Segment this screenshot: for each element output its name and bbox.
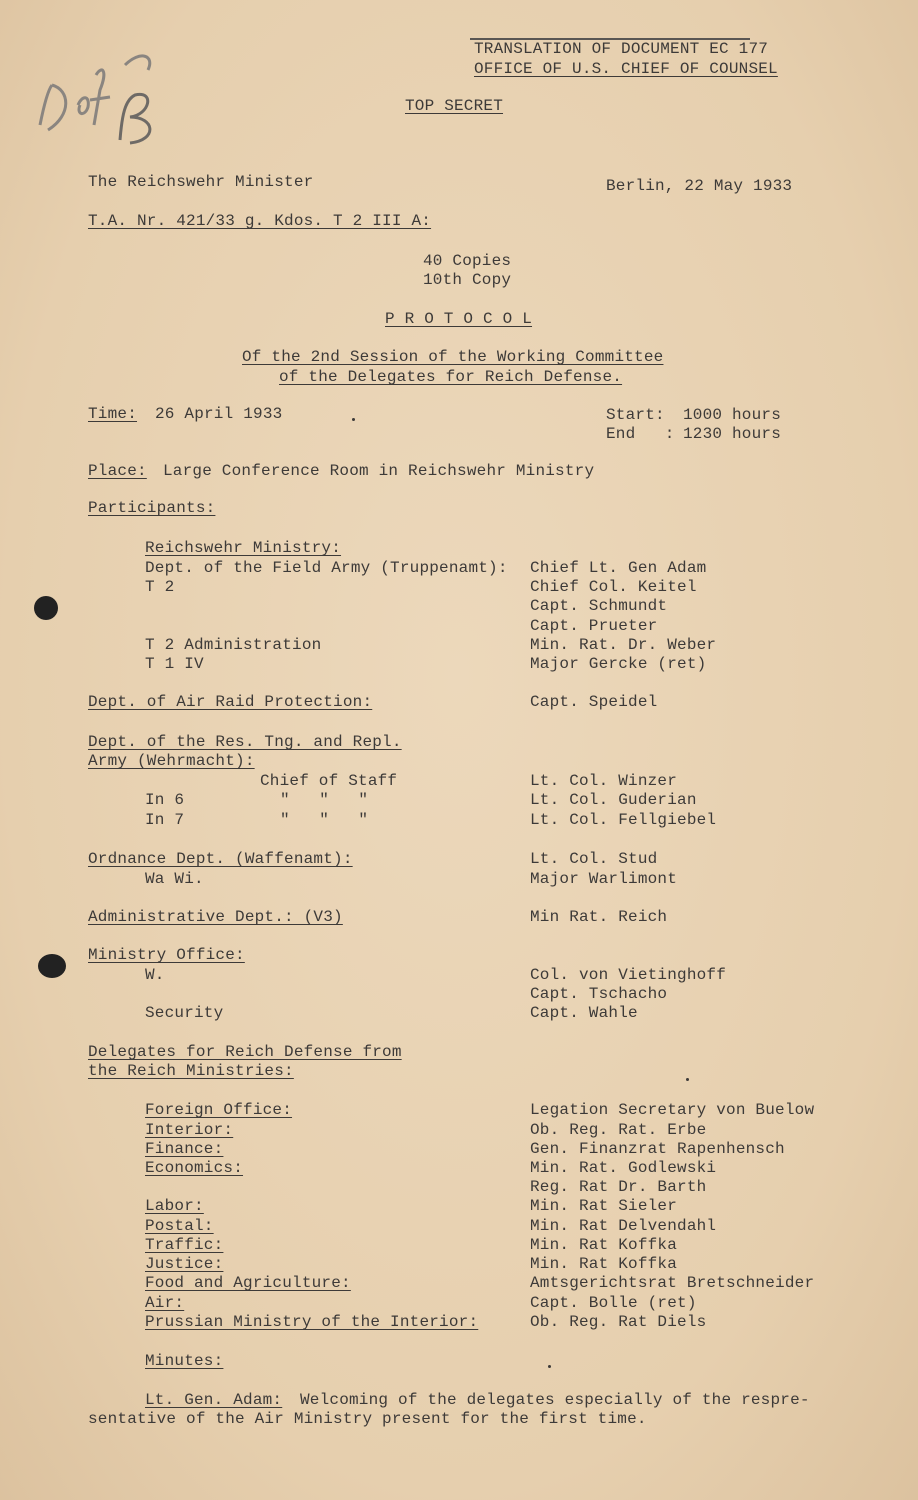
participants-label: Participants:: [88, 499, 216, 517]
t1-iv-label: T 1 IV: [145, 655, 204, 673]
delegate-ministry: Air:: [145, 1294, 185, 1312]
participant-name: Col. von Vietinghoff: [530, 966, 727, 984]
translation-line-1: TRANSLATION OF DOCUMENT EC 177: [474, 40, 769, 58]
time-label: Time:: [88, 405, 138, 423]
end-value: 1230 hours: [683, 425, 782, 443]
participant-name: Capt. Speidel: [530, 693, 658, 711]
translation-line-2: OFFICE OF U.S. CHIEF OF COUNSEL: [474, 60, 778, 78]
ditto-marks: " " ": [280, 791, 369, 809]
in6-label: In 6: [145, 791, 185, 809]
protocol-heading: P R O T O C O L: [385, 310, 533, 328]
minutes-speaker: Lt. Gen. Adam:: [145, 1391, 283, 1409]
security-label: Security: [145, 1004, 224, 1022]
reference-number: T.A. Nr. 421/33 g. Kdos. T 2 III A:: [88, 212, 432, 230]
copies-total: 40 Copies: [423, 252, 512, 270]
minutes-label: Minutes:: [145, 1352, 224, 1370]
participant-name: Capt. Tschacho: [530, 985, 668, 1003]
delegate-ministry: Traffic:: [145, 1236, 224, 1254]
ministry-sub: W.: [145, 966, 165, 984]
participant-name: Chief Col. Keitel: [530, 578, 697, 596]
place-value: Large Conference Room in Reichswehr Ministry: [163, 462, 595, 480]
reichswehr-heading: Reichswehr Ministry:: [145, 539, 342, 557]
punch-hole: [38, 954, 66, 978]
delegate-name: Ob. Reg. Rat Diels: [530, 1313, 707, 1331]
start-label: Start:: [606, 406, 665, 424]
minutes-text-2: sentative of the Air Ministry present for the first time.: [88, 1410, 647, 1428]
chief-of-staff: Chief of Staff: [260, 772, 398, 790]
participant-name: Lt. Col. Fellgiebel: [530, 811, 717, 829]
ordnance-dept: Ordnance Dept. (Waffenamt):: [88, 850, 353, 868]
participant-name: Min. Rat. Dr. Weber: [530, 636, 717, 654]
delegate-name: Reg. Rat Dr. Barth: [530, 1178, 707, 1196]
participant-name: Lt. Col. Stud: [530, 850, 658, 868]
delegate-name: Amtsgerichtsrat Bretschneider: [530, 1274, 815, 1292]
in7-label: In 7: [145, 811, 185, 829]
place-date: Berlin, 22 May 1933: [606, 177, 793, 195]
t2-label: T 2: [145, 578, 175, 596]
t2-admin-label: T 2 Administration: [145, 636, 322, 654]
punch-hole: [34, 596, 58, 620]
delegate-ministry: Labor:: [145, 1197, 204, 1215]
stray-dot: [352, 418, 355, 421]
end-label: End :: [606, 425, 675, 443]
minutes-text-1: Welcoming of the delegates especially of the respre-: [300, 1391, 810, 1409]
delegate-name: Min. Rat Delvendahl: [530, 1217, 717, 1235]
delegate-ministry: Justice:: [145, 1255, 224, 1273]
reserve-dept-1: Dept. of the Res. Tng. and Repl.: [88, 733, 402, 751]
ordnance-sub: Wa Wi.: [145, 870, 204, 888]
air-raid-dept: Dept. of Air Raid Protection:: [88, 693, 373, 711]
delegate-name: Min. Rat. Godlewski: [530, 1159, 717, 1177]
delegate-name: Min. Rat Koffka: [530, 1236, 678, 1254]
participant-name: Chief Lt. Gen Adam: [530, 559, 707, 577]
delegate-name: Ob. Reg. Rat. Erbe: [530, 1121, 707, 1139]
ministry-office: Ministry Office:: [88, 946, 245, 964]
delegate-ministry: Economics:: [145, 1159, 244, 1177]
copy-number: 10th Copy: [423, 271, 512, 289]
delegate-ministry: Postal:: [145, 1217, 214, 1235]
delegate-ministry: Foreign Office:: [145, 1101, 293, 1119]
delegate-ministry: Food and Agriculture:: [145, 1274, 351, 1292]
protocol-subtitle-2: of the Delegates for Reich Defense.: [279, 368, 623, 386]
participant-name: Capt. Wahle: [530, 1004, 638, 1022]
participant-name: Major Warlimont: [530, 870, 678, 888]
stray-dot: [548, 1365, 551, 1368]
time-value: 26 April 1933: [155, 405, 283, 423]
delegate-name: Min. Rat Koffka: [530, 1255, 678, 1273]
pencil-annotation-icon: [30, 45, 180, 155]
place-label: Place:: [88, 462, 147, 480]
delegate-name: Min. Rat Sieler: [530, 1197, 678, 1215]
delegates-heading-2: the Reich Ministries:: [88, 1062, 294, 1080]
admin-dept: Administrative Dept.: (V3): [88, 908, 343, 926]
delegate-name: Gen. Finanzrat Rapenhensch: [530, 1140, 785, 1158]
delegates-heading-1: Delegates for Reich Defense from: [88, 1043, 402, 1061]
participant-name: Major Gercke (ret): [530, 655, 707, 673]
participant-name: Lt. Col. Guderian: [530, 791, 697, 809]
protocol-subtitle-1: Of the 2nd Session of the Working Committee: [242, 348, 664, 366]
delegate-ministry: Finance:: [145, 1140, 224, 1158]
delegate-name: Legation Secretary von Buelow: [530, 1101, 815, 1119]
start-value: 1000 hours: [683, 406, 782, 424]
ditto-marks: " " ": [280, 811, 369, 829]
delegate-name: Capt. Bolle (ret): [530, 1294, 697, 1312]
delegate-ministry: Prussian Ministry of the Interior:: [145, 1313, 479, 1331]
participant-name: Lt. Col. Winzer: [530, 772, 678, 790]
reserve-dept-2: Army (Wehrmacht):: [88, 752, 255, 770]
sender: The Reichswehr Minister: [88, 173, 314, 191]
participant-name: Capt. Schmundt: [530, 597, 668, 615]
field-army-dept: Dept. of the Field Army (Truppenamt):: [145, 559, 508, 577]
participant-name: Capt. Prueter: [530, 617, 658, 635]
delegate-ministry: Interior:: [145, 1121, 234, 1139]
classification: TOP SECRET: [405, 97, 504, 115]
stray-dot: [686, 1078, 689, 1081]
participant-name: Min Rat. Reich: [530, 908, 668, 926]
